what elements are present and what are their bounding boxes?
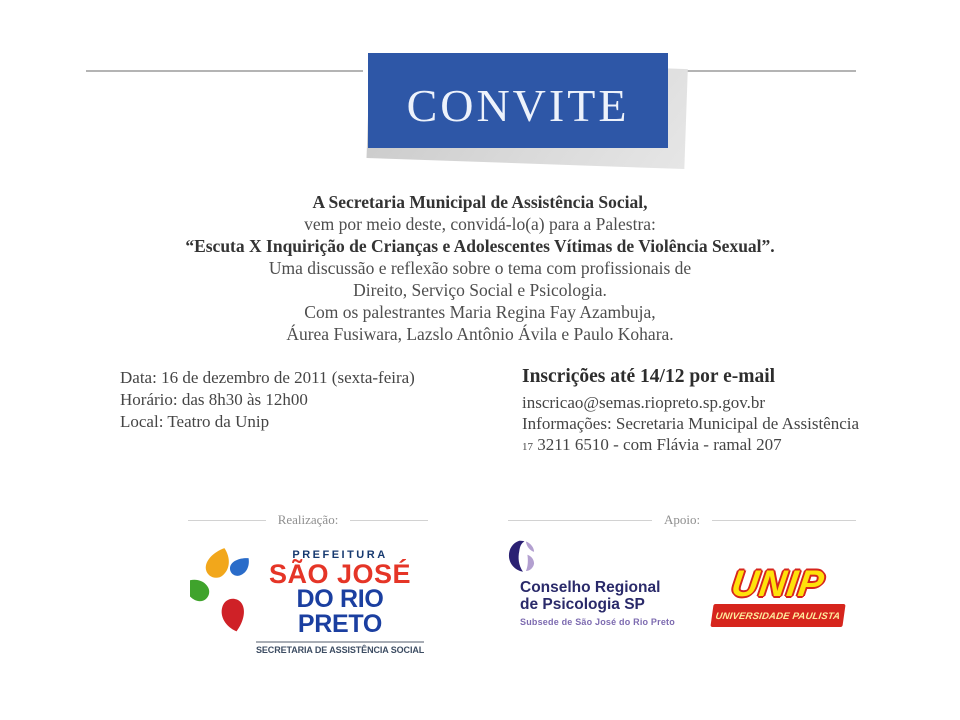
support-section-header xyxy=(508,512,856,528)
support-line-right xyxy=(712,520,856,521)
invitation-text xyxy=(110,191,850,345)
prefeitura-divider xyxy=(256,641,424,643)
crp-name-line2: de Psicologia SP xyxy=(520,596,645,613)
invitation-line-speakers-2: Áurea Fusiwara, Lazslo Antônio Ávila e Paulo Kohara. xyxy=(286,324,674,344)
support-label: Apoio: xyxy=(663,512,701,527)
prefeitura-logo-text xyxy=(256,549,424,655)
pinwheel-icon xyxy=(190,545,252,635)
prefeitura-header: PREFEITURA xyxy=(292,549,388,561)
support-line-left xyxy=(508,520,652,521)
unip-acronym: UNIP xyxy=(728,563,828,604)
crp-logo xyxy=(508,540,675,627)
crp-logo-text xyxy=(520,579,675,627)
registration-heading: Inscrições até 14/12 por e-mail xyxy=(522,366,776,387)
event-time: Horário: das 8h30 às 12h00 xyxy=(120,390,308,409)
registration-email: inscricao@semas.riopreto.sp.gov.br xyxy=(522,393,766,412)
phone-area-code: 17 xyxy=(522,441,533,453)
realization-section-header xyxy=(188,512,428,528)
phone-number: 3211 6510 - com Flávia - ramal 207 xyxy=(537,435,782,454)
invitation-line-description-2: Direito, Serviço Social e Psicologia. xyxy=(353,280,607,300)
registration-info xyxy=(522,366,938,458)
realization-line-right xyxy=(350,520,428,521)
title-banner xyxy=(368,53,668,148)
invitation-line-organizer: A Secretaria Municipal de Assistência Social, xyxy=(312,192,648,212)
event-date: Data: 16 de dezembro de 2011 (sexta-feira) xyxy=(120,368,415,387)
crp-subtitle: Subsede de São José do Rio Preto xyxy=(520,617,675,627)
prefeitura-city-line1: SÃO JOSÉ xyxy=(268,559,412,589)
header-rule-left xyxy=(86,70,363,72)
realization-label: Realização: xyxy=(277,512,339,527)
crp-name-line1: Conselho Regional xyxy=(520,579,661,596)
page-title: CONVITE xyxy=(406,80,630,131)
registration-contact: Informações: Secretaria Municipal de Assistência xyxy=(522,414,860,433)
prefeitura-logo xyxy=(190,543,435,655)
psi-icon xyxy=(508,540,535,574)
registration-phone xyxy=(522,434,938,458)
invitation-line-description-1: Uma discussão e reflexão sobre o tema com profissionais de xyxy=(268,258,692,278)
event-location: Local: Teatro da Unip xyxy=(120,412,270,431)
unip-logo xyxy=(712,563,844,627)
unip-subtitle: UNIVERSIDADE PAULISTA xyxy=(714,611,841,622)
event-details xyxy=(120,367,415,433)
unip-banner xyxy=(710,604,845,627)
invitation-line-intro: vem por meio deste, convidá-lo(a) para a Palestra: xyxy=(304,214,656,234)
header-rule-right xyxy=(670,70,856,72)
prefeitura-city-line2: DO RIO PRETO xyxy=(296,585,384,638)
realization-line-left xyxy=(188,520,266,521)
invitation-line-speakers-1: Com os palestrantes Maria Regina Fay Azambuja, xyxy=(304,302,656,322)
invitation-line-lecture-title: “Escuta X Inquirição de Crianças e Adolescentes Vítimas de Violência Sexual”. xyxy=(185,236,775,256)
prefeitura-caption: SECRETARIA DE ASSISTÊNCIA SOCIAL xyxy=(256,645,425,655)
